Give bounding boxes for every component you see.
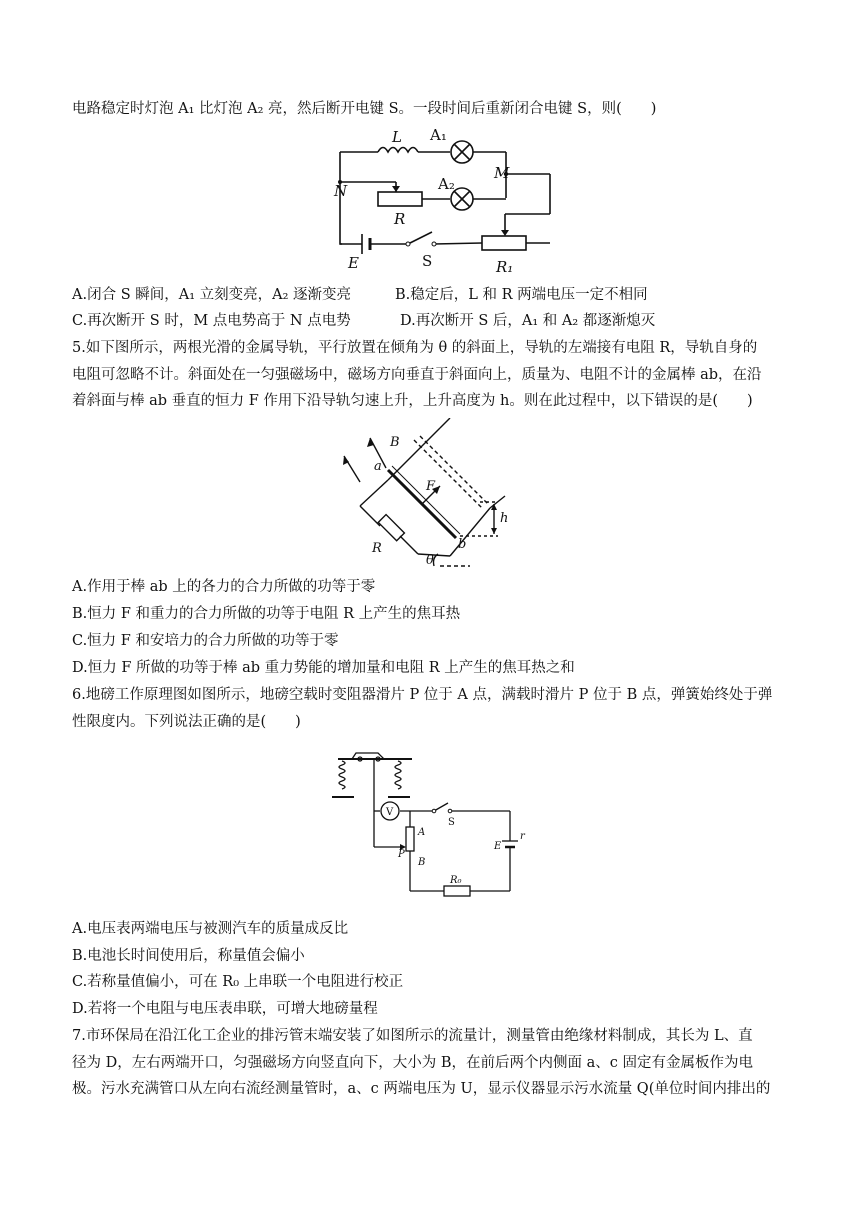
q6-option-d: D.若将一个电阻与电压表串联，可增大地磅量程 <box>72 1001 378 1017</box>
label-A: A <box>418 827 426 838</box>
label-a: a <box>374 459 382 474</box>
q6-stem-line2: 性限度内。下列说法正确的是( ) <box>72 714 301 730</box>
label-r: r <box>520 831 525 842</box>
label-S: S <box>422 252 433 270</box>
q5-incline-figure <box>330 418 510 570</box>
label-V: V <box>386 807 394 818</box>
label-A2: A₂ <box>438 175 455 193</box>
label-R0: R₀ <box>450 875 462 886</box>
q6-weighbridge-figure <box>330 745 530 900</box>
label-A1: A₁ <box>430 126 447 144</box>
label-E: E <box>348 254 359 272</box>
q4-circuit-figure <box>310 126 560 278</box>
label-P: P <box>398 849 405 860</box>
label-R: R <box>394 210 406 228</box>
label-R1: R₁ <box>496 258 514 276</box>
q4-option-c: C.再次断开 S 时，M 点电势高于 N 点电势 <box>72 313 351 329</box>
label-theta: θ <box>426 553 434 568</box>
label-N: N <box>334 182 348 200</box>
q5-option-a: A.作用于棒 ab 上的各力的合力所做的功等于零 <box>72 579 376 595</box>
q4-stem: 电路稳定时灯泡 A₁ 比灯泡 A₂ 亮，然后断开电键 S。一段时间后重新闭合电键 S，则( ) <box>72 101 657 117</box>
q5-option-d: D.恒力 F 所做的功等于棒 ab 重力势能的增加量和电阻 R 上产生的焦耳热之和 <box>72 660 575 676</box>
q5-option-b: B.恒力 F 和重力的合力所做的功等于电阻 R 上产生的焦耳热 <box>72 606 461 622</box>
q5-stem-line3: 着斜面与棒 ab 垂直的恒力 F 作用下沿导轨匀速上升，上升高度为 h。则在此过程中，以下错误的是( ) <box>72 393 753 409</box>
label-B: B <box>390 435 400 450</box>
q7-stem-line3: 极。污水充满管口从左向右流经测量管时，a、c 两端电压为 U，显示仪器显示污水流量 Q(单位时间内排出的 <box>72 1081 771 1097</box>
q5-stem-line1: 5.如下图所示，两根光滑的金属导轨，平行放置在倾角为 θ 的斜面上，导轨的左端接有电阻 R，导轨自身的 <box>72 340 758 356</box>
label-h: h <box>500 511 509 526</box>
q4-option-b: B.稳定后，L 和 R 两端电压一定不相同 <box>395 287 648 303</box>
label-R: R <box>372 541 382 556</box>
label-L: L <box>392 128 402 146</box>
q4-option-a: A.闭合 S 瞬间，A₁ 立刻变亮，A₂ 逐渐变亮 <box>72 287 352 303</box>
label-S: S <box>448 817 455 828</box>
q5-stem-line2: 电阻可忽略不计。斜面处在一匀强磁场中，磁场方向垂直于斜面向上，质量为、电阻不计的金属棒 ab，在沿 <box>72 367 762 383</box>
q6-option-a: A.电压表两端电压与被测汽车的质量成反比 <box>72 921 349 937</box>
label-M: M <box>494 164 510 182</box>
q6-option-c: C.若称量值偏小，可在 R₀ 上串联一个电阻进行校正 <box>72 974 404 990</box>
label-E: E <box>494 841 502 852</box>
label-F: F <box>426 479 436 494</box>
label-B: B <box>418 857 426 868</box>
q4-option-d: D.再次断开 S 后，A₁ 和 A₂ 都逐渐熄灭 <box>400 313 656 329</box>
q6-option-b: B.电池长时间使用后，称量值会偏小 <box>72 948 305 964</box>
q6-stem-line1: 6.地磅工作原理图如图所示，地磅空载时变阻器滑片 P 位于 A 点，满载时滑片 P 位于 B 点，弹簧始终处于弹 <box>72 687 773 703</box>
q7-stem-line2: 径为 D，左右两端开口，匀强磁场方向竖直向下，大小为 B，在前后两个内侧面 a、c 固定有金属板作为电 <box>72 1055 753 1071</box>
label-b: b <box>458 537 467 552</box>
q7-stem-line1: 7.市环保局在沿江化工企业的排污管末端安装了如图所示的流量计，测量管由绝缘材料制成，其长为 L、直 <box>72 1028 753 1044</box>
q5-option-c: C.恒力 F 和安培力的合力所做的功等于零 <box>72 633 339 649</box>
